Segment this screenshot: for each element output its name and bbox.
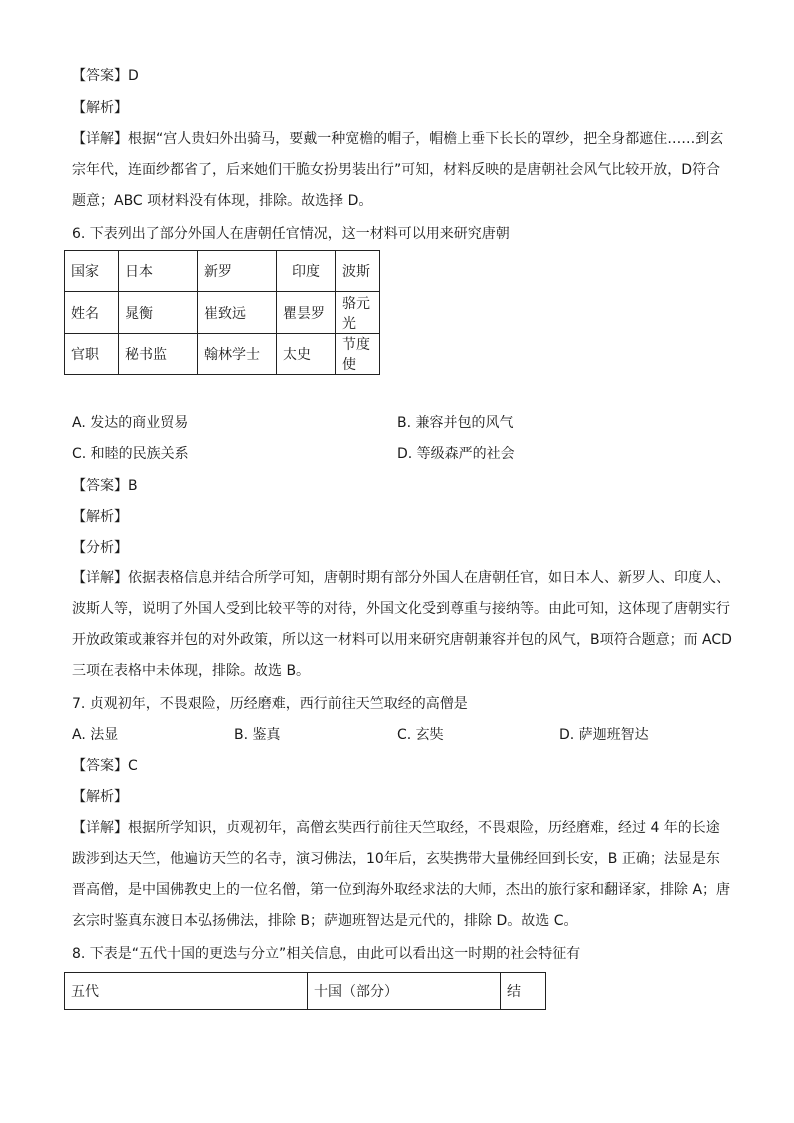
q5-analysis-label: 【解析】	[72, 100, 128, 116]
table-cell: 秘书监	[119, 334, 198, 375]
table-cell: 十国（部分）	[308, 973, 501, 1010]
table-cell: 晁衡	[119, 292, 198, 334]
table-row	[65, 251, 380, 292]
q8-table	[64, 972, 546, 1010]
table-cell: 新罗	[198, 251, 277, 292]
table-cell: 国家	[65, 251, 119, 292]
table-cell: 日本	[119, 251, 198, 292]
table-row	[65, 334, 380, 375]
table-cell: 骆元光	[336, 292, 380, 334]
table-cell: 翰林学士	[198, 334, 277, 375]
table-cell: 结	[501, 973, 546, 1010]
q5-detail: 【详解】根据“宫人贵妇外出骑马，要戴一种宽檐的帽子，帽檐上垂下长长的罩纱，把全身都遮住……到玄宗年代，连面纱都省了，后来她们干脆女扮男装出行”可知，材料反映的是唐朝社会风气比较开放，D符合题意；ABC 项材料没有体现，排除。故选择 D。	[72, 131, 724, 209]
q6-answer: 【答案】B	[72, 478, 138, 494]
table-cell: 五代	[65, 973, 308, 1010]
table-row	[65, 292, 380, 334]
q7-analysis-label: 【解析】	[72, 789, 128, 805]
q8-stem: 8. 下表是“五代十国的更迭与分立”相关信息，由此可以看出这一时期的社会特征有	[72, 946, 581, 962]
q7-option-b: B. 鉴真	[234, 727, 281, 743]
table-row	[65, 973, 546, 1010]
q5-answer: 【答案】D	[72, 68, 139, 84]
table-cell: 波斯	[336, 251, 380, 292]
q6-fenxi-label: 【分析】	[72, 540, 128, 556]
q7-stem: 7. 贞观初年，不畏艰险，历经磨难，西行前往天竺取经的高僧是	[72, 696, 468, 712]
q7-detail: 【详解】根据所学知识，贞观初年，高僧玄奘西行前往天竺取经，不畏艰险，历经磨难，经过 4 年的长途跋涉到达天竺，他遍访天竺的名寺，演习佛法，10年后，玄奘携带大量佛经回到长安，B 正确；法显是东晋高僧，是中国佛教史上的一位名僧，第一位到海外取经求法的大师，杰出的旅行家和翻译家，排除 A；唐玄宗时鉴真东渡日本弘扬佛法，排除 B；萨迦班智达是元代的，排除 D。故选 C。	[72, 820, 731, 929]
q6-option-a: A. 发达的商业贸易	[72, 415, 189, 431]
q6-stem: 6. 下表列出了部分外国人在唐朝任官情况，这一材料可以用来研究唐朝	[72, 226, 510, 242]
table-cell: 姓名	[65, 292, 119, 334]
q6-option-d: D. 等级森严的社会	[397, 446, 515, 462]
table-cell: 印度	[277, 251, 336, 292]
q6-detail: 【详解】依据表格信息并结合所学可知，唐朝时期有部分外国人在唐朝任官，如日本人、新罗人、印度人、波斯人等，说明了外国人受到比较平等的对待，外国文化受到尊重与接纳等。由此可知，这体现了唐朝实行开放政策或兼容并包的对外政策，所以这一材料可以用来研究唐朝兼容并包的风气，B项符合题意；而 ACD 三项在表格中未体现，排除。故选 B。	[72, 570, 732, 679]
q7-answer: 【答案】C	[72, 758, 138, 774]
table-cell: 瞿昙罗	[277, 292, 336, 334]
q7-option-a: A. 法显	[72, 727, 119, 743]
q7-option-d: D. 萨迦班智达	[559, 727, 649, 743]
table-cell: 太史	[277, 334, 336, 375]
table-cell: 崔致远	[198, 292, 277, 334]
table-cell: 官职	[65, 334, 119, 375]
q6-option-c: C. 和睦的民族关系	[72, 446, 189, 462]
table-cell: 节度使	[336, 334, 380, 375]
q7-option-c: C. 玄奘	[397, 727, 444, 743]
q6-table	[64, 250, 380, 375]
q6-option-b: B. 兼容并包的风气	[397, 415, 514, 431]
q6-analysis-label: 【解析】	[72, 509, 128, 525]
